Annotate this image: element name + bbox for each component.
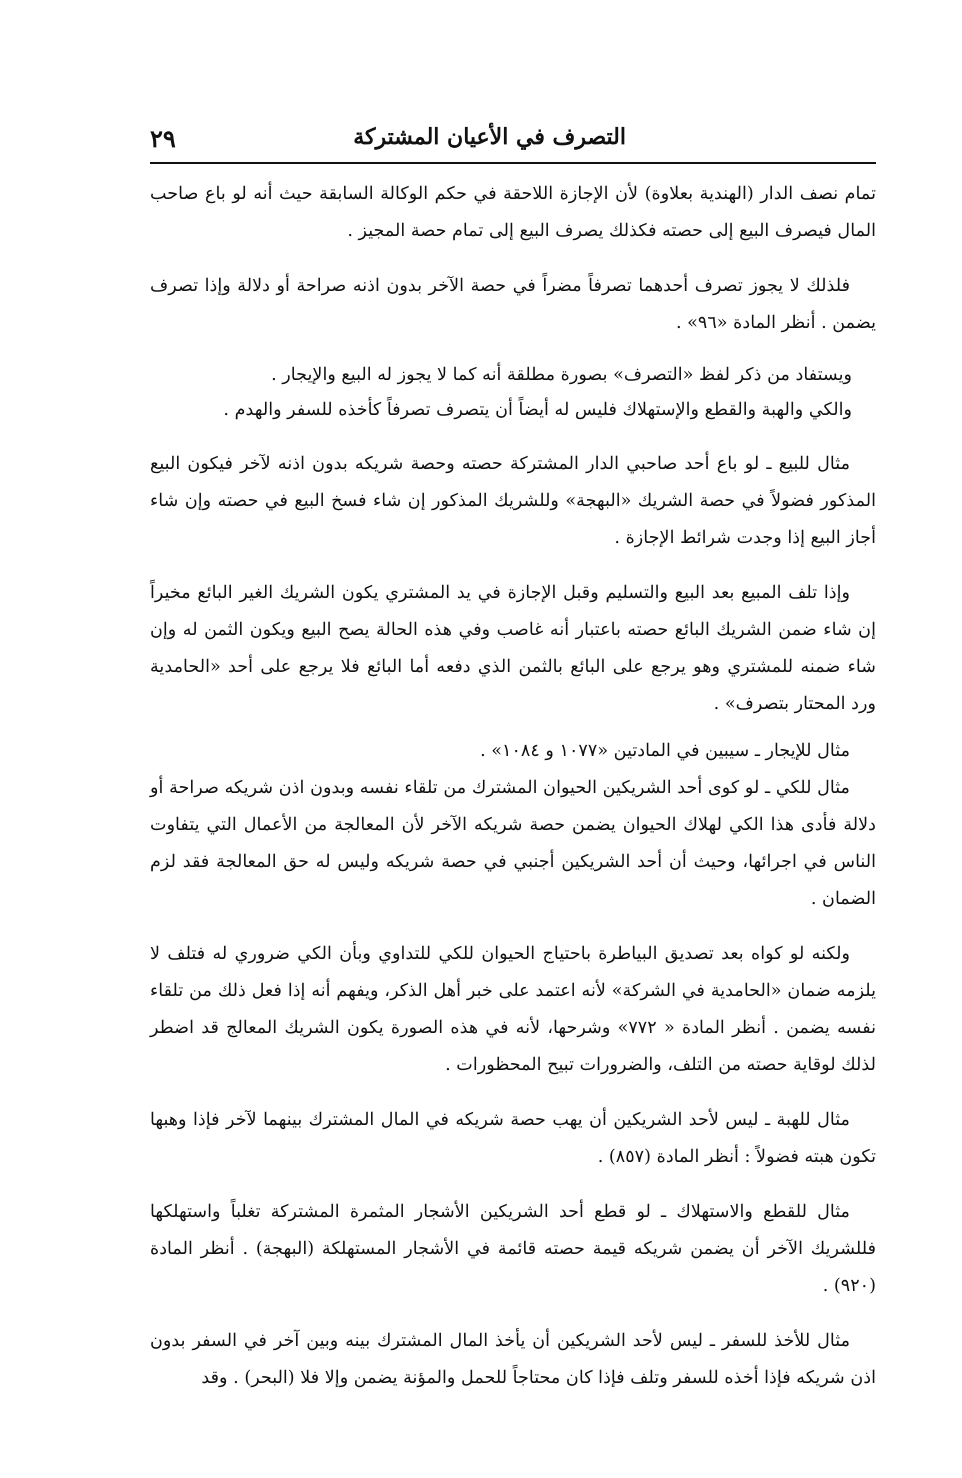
paragraph-11: مثال للقطع والاستهلاك ـ لو قطع أحد الشريكين الأشجار المثمرة المشتركة تغلباً واستهلكها فللشريك الآخر أن يضمن شريكه قيمة حصته قائمة في الأشجار المستهلكة (البهجة) . أنظر المادة (٩٢٠) .	[150, 1202, 876, 1296]
paragraph-2: فلذلك لا يجوز تصرف أحدهما تصرفاً مضراً في حصة الآخر بدون اذنه صراحة أو دلالة وإذا تصرف يضمن . أنظر المادة «٩٦» .	[150, 276, 876, 333]
note-block	[150, 358, 876, 428]
paragraph-5: مثال للبيع ـ لو باع أحد صاحبي الدار المشتركة حصته وحصة شريكه بدون اذنه لآخر فيكون البيع المذكور فضولاً في حصة الشريك «البهجة» وللشريك المذكور إن شاء فسخ البيع في حصته وإن شاء أجاز البيع إذا وجدت شرائط الإجازة .	[150, 454, 876, 548]
page-body	[150, 176, 876, 1397]
paragraph-1: تمام نصف الدار (الهندية بعلاوة) لأن الإجازة اللاحقة في حكم الوكالة السابقة حيث أنه لو باع صاحب المال فيصرف البيع إلى حصته فكذلك يصرف البيع إلى تمام حصة المجيز .	[150, 184, 876, 241]
paragraph-9: ولكنه لو كواه بعد تصديق البياطرة باحتياج الحيوان للكي للتداوي وبأن الكي ضروري له فتلف لا يلزمه ضمان «الحامدية في الشركة» لأنه اعتمد على خبر أهل الذكر، ويفهم أنه إذا فعل ذلك من تلقاء نفسه يضمن . أنظر المادة « ٧٧٢» وشرحها، لأنه في هذه الصورة يكون الشريك المعالج قد اضطر لذلك لوقاية حصته من التلف، والضرورات تبيح المحظورات .	[150, 944, 877, 1075]
page-number: ٢٩	[150, 124, 176, 153]
paragraph-12: مثال للأخذ للسفر ـ ليس لأحد الشريكين أن يأخذ المال المشترك بينه وبين آخر في السفر بدون اذن شريكه فإذا أخذه للسفر وتلف فإذا كان محتاجاً للحمل والمؤنة يضمن وإلا فلا (البحر) . وقد	[150, 1331, 876, 1388]
paragraph-7: مثال للإيجار ـ سيبين في المادتين «١٠٧٧ و ١٠٨٤» .	[480, 741, 850, 761]
paragraph-6: وإذا تلف المبيع بعد البيع والتسليم وقبل الإجازة في يد المشتري يكون الشريك الغير البائع مخيراً إن شاء ضمن الشريك البائع حصته باعتبار أنه غاصب وفي هذه الحالة يصح البيع ويكون الثمن له وإن شاء ضمنه للمشتري وهو يرجع على البائع بالثمن الذي دفعه أما البائع فلا يرجع على أحد «الحامدية ورد المحتار بتصرف» .	[150, 583, 876, 714]
paragraph-4: والكي والهبة والقطع والإستهلاك فليس له أيضاً أن يتصرف تصرفاً كأخذه للسفر والهدم .	[223, 400, 852, 420]
document-page	[150, 118, 876, 1397]
paragraph-3: ويستفاد من ذكر لفظ «التصرف» بصورة مطلقة أنه كما لا يجوز له البيع والإيجار .	[271, 365, 852, 385]
paragraph-8: مثال للكي ـ لو كوى أحد الشريكين الحيوان المشترك من تلقاء نفسه وبدون اذن شريكه صراحة أو دلالة فأدى هذا الكي لهلاك الحيوان يضمن حصة شريكه الآخر لأن المعالجة من الأعمال التي يتفاوت الناس في اجرائها، وحيث أن أحد الشريكين أجنبي في حصة شريكه وليس له حق المعالجة فقد لزم الضمان .	[150, 778, 876, 909]
paragraph-10: مثال للهبة ـ ليس لأحد الشريكين أن يهب حصة شريكه في المال المشترك بينهما لآخر فإذا وهبها تكون هبته فضولاً : أنظر المادة (٨٥٧) .	[150, 1110, 876, 1167]
running-title: التصرف في الأعيان المشتركة	[353, 124, 626, 150]
running-header	[150, 118, 876, 164]
